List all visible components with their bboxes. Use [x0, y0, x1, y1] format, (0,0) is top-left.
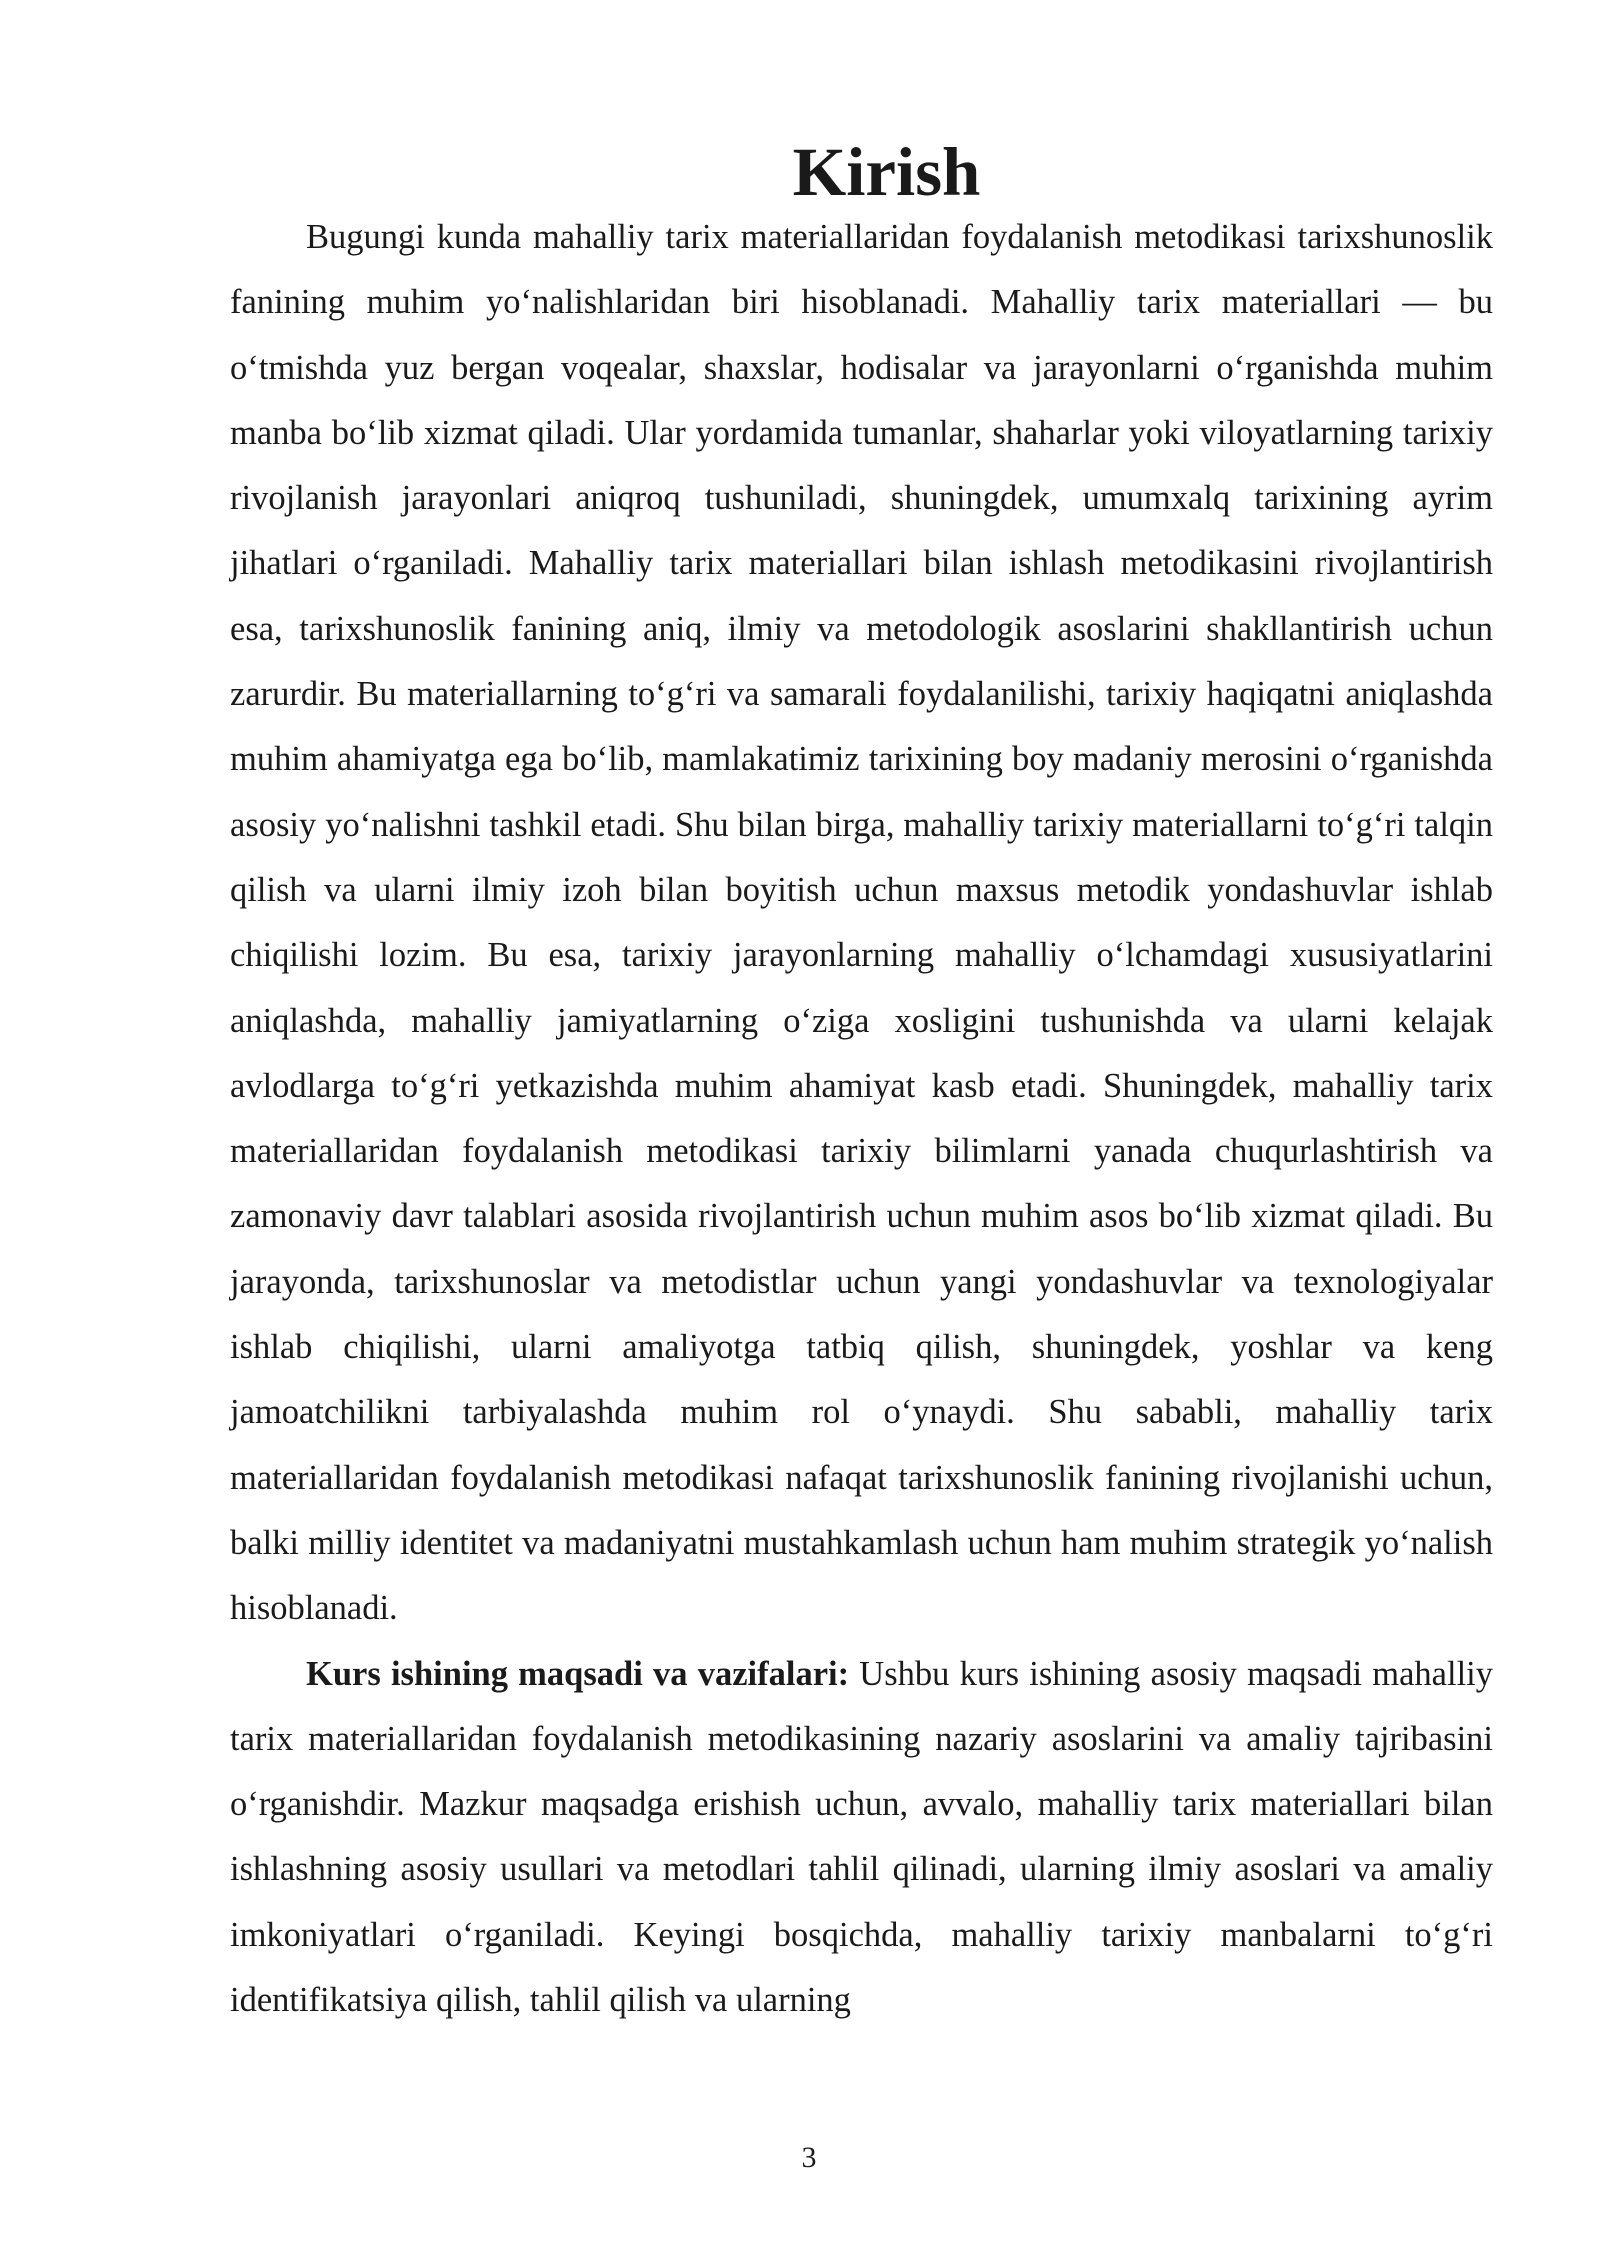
goals-lead: Kurs ishining maqsadi va vazifalari: — [306, 1654, 850, 1693]
intro-paragraph: Bugungi kunda mahalliy tarix materiallaridan foydalanish metodikasi tarixshunoslik fanining muhim yo‘nalishlaridan biri hisoblanadi. Mahalliy tarix materiallari — bu o‘tmishda yuz bergan voqealar, shaxslar, hodisalar va jarayonlarni o‘rganishda muhim manba bo‘lib xizmat qiladi. Ular yordamida tumanlar, shaharlar yoki viloyatlarning tarixiy rivojlanish jarayonlari aniqroq tushuniladi, shuningdek, umumxalq tarixining ayrim jihatlari o‘rganiladi. Mahalliy tarix materiallari bilan ishlash metodikasini rivojlantirish esa, tarixshunoslik fanining aniq, ilmiy va metodologik asoslarini shakllantirish uchun zarurdir. Bu materiallarning to‘g‘ri va samarali foydalanilishi, tarixiy haqiqatni aniqlashda muhim ahamiyatga ega bo‘lib, mamlakatimiz tarixining boy madaniy merosini o‘rganishda asosiy yo‘nalishni tashkil etadi. Shu bilan birga, mahalliy tarixiy materiallarni to‘g‘ri talqin qilish va ularni ilmiy izoh bilan boyitish uchun maxsus metodik yondashuvlar ishlab chiqilishi lozim. Bu esa, tarixiy jarayonlarning mahalliy o‘lchamdagi xususiyatlarini aniqlashda, mahalliy jamiyatlarning o‘ziga xosligini tushunishda va ularni kelajak avlodlarga to‘g‘ri yetkazishda muhim ahamiyat kasb etadi. Shuningdek, mahalliy tarix materiallaridan foydalanish metodikasi tarixiy bilimlarni yanada chuqurlashtirish va zamonaviy davr talablari asosida rivojlantirish uchun muhim asos bo‘lib xizmat qiladi. Bu jarayonda, tarixshunoslar va metodistlar uchun yangi yondashuvlar va texnologiyalar ishlab chiqilishi, ularni amaliyotga tatbiq qilish, shuningdek, yoshlar va keng jamoatchilikni tarbiyalashda muhim rol o‘ynaydi. Shu sababli, mahalliy tarix materiallaridan foydalanish metodikasi nafaqat tarixshunoslik fanining rivojlanishi uchun, balki milliy identitet va madaniyatni mustahkamlash uchun ham muhim strategik yo‘nalish hisoblanadi. — [230, 218, 1493, 1628]
goals-paragraph — [230, 1642, 1493, 2034]
goals-text: Ushbu kurs ishining asosiy maqsadi mahalliy tarix materiallaridan foydalanish metodikasining nazariy asoslarini va amaliy tajribasini o‘rganishdir. Mazkur maqsadga erishish uchun, avvalo, mahalliy tarix materiallari bilan ishlashning asosiy usullari va metodlari tahlil qilinadi, ularning ilmiy asoslari va amaliy imkoniyatlari o‘rganiladi. Keyingi bosqichda, mahalliy tarixiy manbalarni to‘g‘ri identifikatsiya qilish, tahlil qilish va ularning — [230, 1654, 1493, 2020]
document-body — [230, 134, 1493, 2033]
section-heading: Kirish — [792, 134, 981, 210]
page-number: 3 — [801, 2141, 817, 2174]
